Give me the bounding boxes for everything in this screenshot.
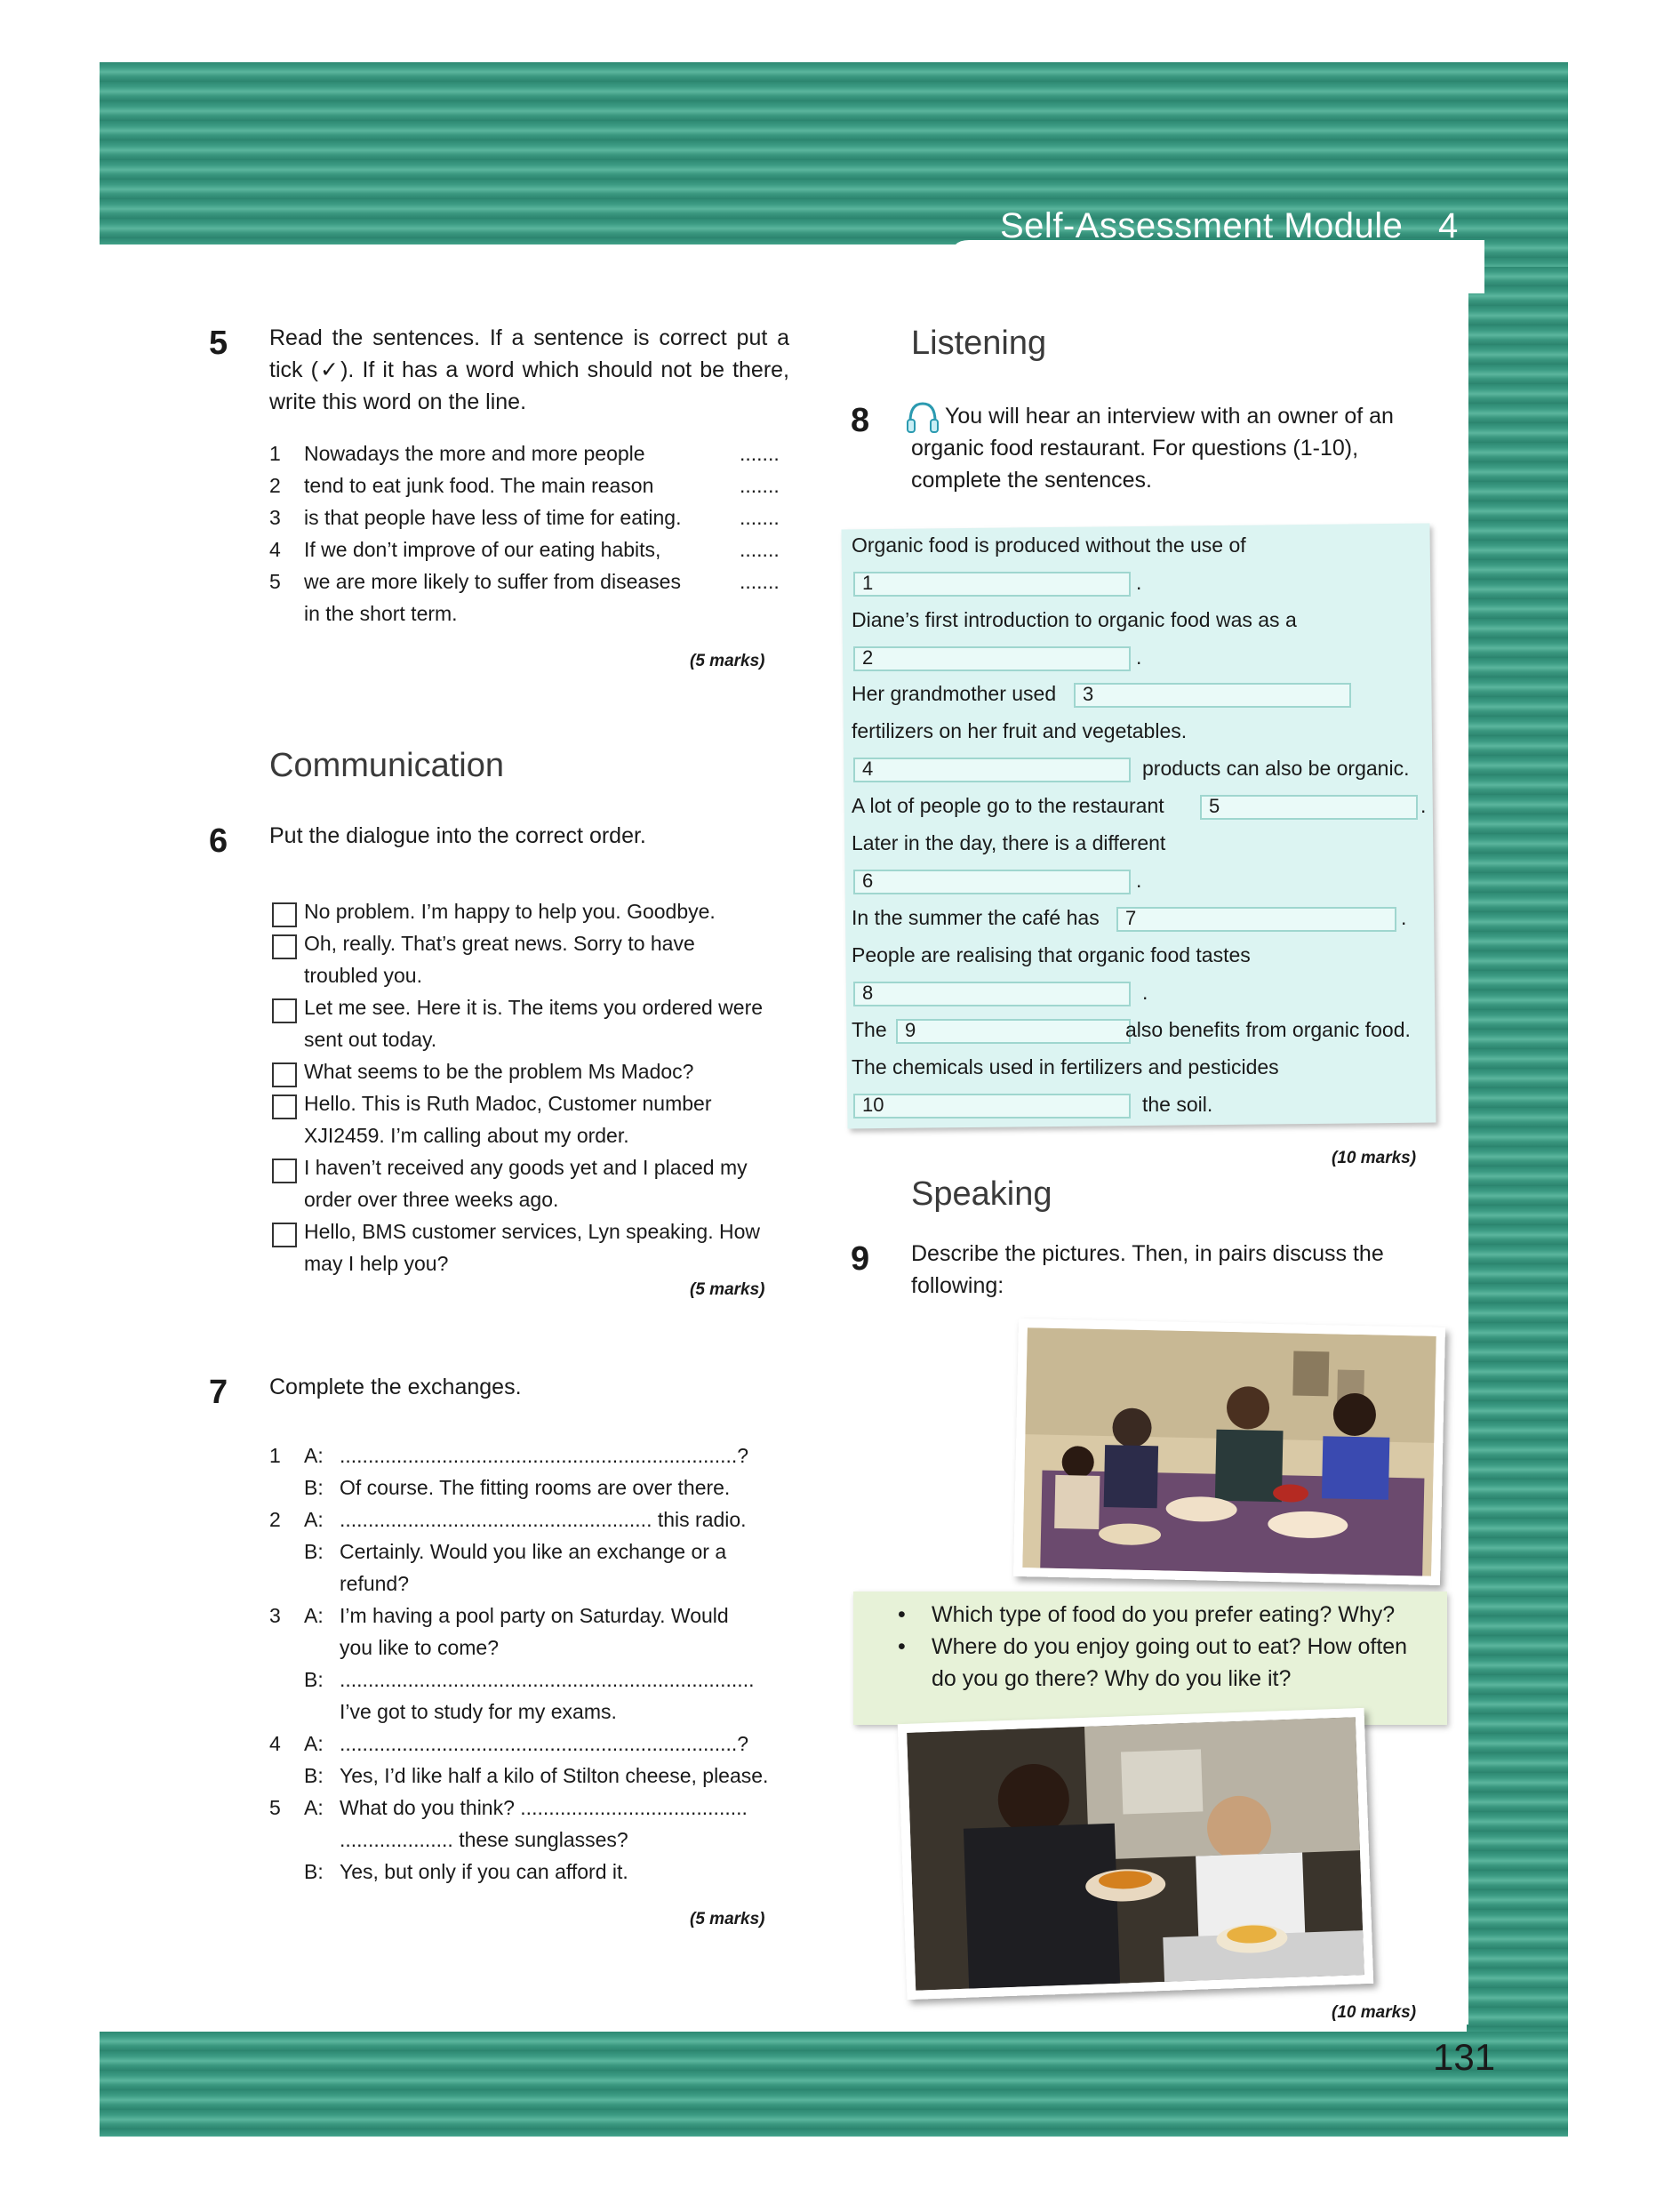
listen-blank-num-3: 3 [1083,683,1094,705]
ex7-num-5: 5 [269,1796,281,1819]
exercise-7-number: 7 [209,1374,228,1411]
ex9-marks: (10 marks) [1332,2003,1417,2022]
listen-line-9: People are realising that organic food tastes [852,943,1251,966]
dialogue-line-4: What seems to be the problem Ms Madoc? [304,1060,694,1083]
ex7-speaker-3: A: [304,1508,324,1531]
listen-line-3: Her grandmother used [852,682,1057,705]
ex5-marks: (5 marks) [690,652,765,670]
listen-blank-num-5: 5 [1209,795,1220,817]
dialogue-checkbox-5[interactable] [272,1094,297,1119]
listen-line-10b: also benefits from organic food. [1125,1018,1411,1041]
ex7-speaker-6: A: [304,1604,324,1627]
listen-line-2: Diane’s first introduction to organic food was as a [852,608,1297,631]
listen-line-6: A lot of people go to the restaurant [852,794,1164,817]
footer-banner [100,2032,1568,2137]
exercise-8-instruction: You will hear an interview with an owner of an organic food restaurant. For questions (1-10), complete the sentences. [911,404,1394,493]
ex7-text-11: Yes, I’d like half a kilo of Stilton cheese, please. [340,1764,769,1787]
dialogue-line-7a: Hello, BMS customer services, Lyn speaking. How [304,1220,761,1243]
ex7-text-3[interactable]: ....................................................... this radio. [340,1508,747,1531]
listen-blank-2[interactable] [853,646,1131,671]
ex5-line-text-5: we are more likely to suffer from diseases [304,570,681,593]
speaking-heading: Speaking [911,1175,1052,1213]
listen-blank-5[interactable] [1200,795,1418,820]
listen-blank-7[interactable] [1116,907,1396,932]
ex7-text-7: you like to come? [340,1636,499,1659]
ex5-line-text-4: If we don’t improve of our eating habits, [304,538,661,561]
page-number: 131 [1433,2036,1496,2078]
ex5-line-text-2: tend to eat junk food. The main reason [304,474,654,497]
bullet-2-text-b: do you go there? Why do you like it? [932,1666,1292,1691]
dialogue-line-5b: XJI2459. I’m calling about my order. [304,1124,629,1147]
listen-blank-3[interactable] [1074,683,1351,708]
ex7-text-12[interactable]: What do you think? ........................................ [340,1796,748,1819]
listen-blank-1[interactable] [853,572,1131,597]
dialogue-checkbox-1[interactable] [272,902,297,927]
listen-dot-1: . [1136,571,1142,594]
ex7-text-14: Yes, but only if you can afford it. [340,1860,628,1883]
ex5-line-dots-5[interactable]: ....... [740,570,780,593]
listen-line-8: In the summer the café has [852,906,1100,929]
ex7-speaker-8: B: [304,1668,324,1691]
dialogue-line-3a: Let me see. Here it is. The items you ordered were [304,996,764,1019]
communication-heading: Communication [269,747,504,784]
listen-blank-num-9: 9 [905,1019,916,1041]
module-title-text: Self-Assessment Module [1000,206,1404,245]
listen-line-10a: The [852,1018,887,1041]
exercise-8-number: 8 [851,402,870,439]
listen-blank-6[interactable] [853,870,1131,894]
exercise-5-number: 5 [209,325,228,362]
listen-line-11: The chemicals used in fertilizers and pesticides [852,1055,1279,1078]
ex5-line-dots-2[interactable]: ....... [740,474,780,497]
exercise-9-instruction: Describe the pictures. Then, in pairs discuss the following: [911,1241,1384,1298]
ex7-text-4: Certainly. Would you like an exchange or a [340,1540,727,1563]
listening-heading: Listening [911,325,1047,362]
bullet-1-text: Which type of food do you prefer eating? Why? [932,1602,1396,1627]
listen-blank-4[interactable] [853,758,1131,782]
exercise-6-number: 6 [209,822,228,860]
listen-dot-8: . [1142,981,1148,1004]
ex7-num-3: 3 [269,1604,281,1627]
dialogue-line-3b: sent out today. [304,1028,437,1051]
exercise-5-instruction: Read the sentences. If a sentence is correct put a tick (✓). If it has a word which should not be there, write this word on the line. [269,325,789,414]
dialogue-checkbox-3[interactable] [272,998,297,1023]
listen-line-4: fertilizers on her fruit and vegetables. [852,719,1188,742]
listen-blank-num-8: 8 [862,982,874,1004]
listen-dot-7: . [1401,906,1407,929]
listen-blank-num-6: 6 [862,870,874,892]
dialogue-line-1: No problem. I’m happy to help you. Goodbye. [304,900,716,923]
ex7-speaker-11: B: [304,1764,324,1787]
ex7-speaker-2: B: [304,1476,324,1499]
listen-blank-num-10: 10 [862,1094,884,1116]
ex5-line-dots-4[interactable]: ....... [740,538,780,561]
ex7-speaker-1: A: [304,1444,324,1467]
ex7-text-9: I’ve got to study for my exams. [340,1700,617,1723]
ex5-line-num-5: 5 [269,570,281,593]
ex6-marks: (5 marks) [690,1280,765,1299]
ex5-line-num-4: 4 [269,538,281,561]
ex7-text-5: refund? [340,1572,410,1595]
dialogue-checkbox-7[interactable] [272,1223,297,1247]
exercise-6-instruction: Put the dialogue into the correct order. [269,823,646,848]
ex5-line-dots-3[interactable]: ....... [740,506,780,529]
dialogue-line-2b: troubled you. [304,964,422,987]
listen-dot-5: . [1420,794,1427,817]
listen-dot-2: . [1136,645,1142,669]
dialogue-checkbox-2[interactable] [272,934,297,959]
bullet-2-text-a: Where do you enjoy going out to eat? How often [932,1634,1408,1659]
ex5-line-num-2: 2 [269,474,281,497]
exercise-7-instruction: Complete the exchanges. [269,1375,522,1399]
exercise-9-number: 9 [851,1240,870,1278]
listen-blank-num-7: 7 [1125,907,1137,929]
ex7-text-13[interactable]: .................... these sunglasses? [340,1828,628,1851]
ex5-line-num-3: 3 [269,506,281,529]
ex7-speaker-10: A: [304,1732,324,1755]
cafe-photo [898,1708,1373,2000]
dialogue-line-6b: order over three weeks ago. [304,1188,559,1211]
listen-blank-9[interactable] [896,1019,1131,1044]
ex7-num-1: 1 [269,1444,281,1467]
ex5-line-text-1: Nowadays the more and more people [304,442,645,465]
module-number: 4 [1438,206,1459,245]
listen-blank-num-4: 4 [862,758,874,780]
ex5-line-dots-1[interactable]: ....... [740,442,780,465]
ex5-line-num-1: 1 [269,442,281,465]
listen-line-7: Later in the day, there is a different [852,831,1166,854]
dialogue-checkbox-4[interactable] [272,1062,297,1087]
dialogue-line-7b: may I help you? [304,1252,449,1275]
dialogue-line-2a: Oh, really. That’s great news. Sorry to have [304,932,695,955]
ex7-speaker-14: B: [304,1860,324,1883]
ex7-marks: (5 marks) [690,1910,765,1928]
dialogue-checkbox-6[interactable] [272,1159,297,1183]
module-title [1000,206,1459,246]
ex7-speaker-4: B: [304,1540,324,1563]
bullet-1-dot: • [898,1602,906,1627]
bullet-2-dot: • [898,1634,906,1659]
ex7-num-4: 4 [269,1732,281,1755]
family-dinner-photo [1013,1319,1445,1585]
listen-dot-6: . [1136,869,1142,892]
listen-line-5: products can also be organic. [1142,757,1410,780]
ex5-continuation: in the short term. [304,602,458,625]
ex7-text-6: I’m having a pool party on Saturday. Would [340,1604,729,1627]
dialogue-line-5a: Hello. This is Ruth Madoc, Customer number [304,1092,712,1115]
listen-blank-num-1: 1 [862,572,874,594]
listen-blank-8[interactable] [853,982,1131,1006]
ex7-text-10[interactable]: ......................................................................? [340,1732,749,1755]
ex7-text-8[interactable]: ......................................................................... [340,1668,755,1691]
listen-blank-num-2: 2 [862,646,874,669]
ex7-text-1[interactable]: ......................................................................? [340,1444,749,1467]
ex7-speaker-12: A: [304,1796,324,1819]
listen-line-1: Organic food is produced without the use of [852,533,1246,557]
listen-line-12: the soil. [1142,1093,1213,1116]
listen-blank-10[interactable] [853,1094,1131,1119]
ex5-line-text-3: is that people have less of time for eating. [304,506,682,529]
ex8-marks: (10 marks) [1332,1149,1417,1167]
right-frame-bar [1467,267,1568,2134]
ex7-num-2: 2 [269,1508,281,1531]
dialogue-line-6a: I haven’t received any goods yet and I placed my [304,1156,748,1179]
ex7-text-2: Of course. The fitting rooms are over there. [340,1476,731,1499]
